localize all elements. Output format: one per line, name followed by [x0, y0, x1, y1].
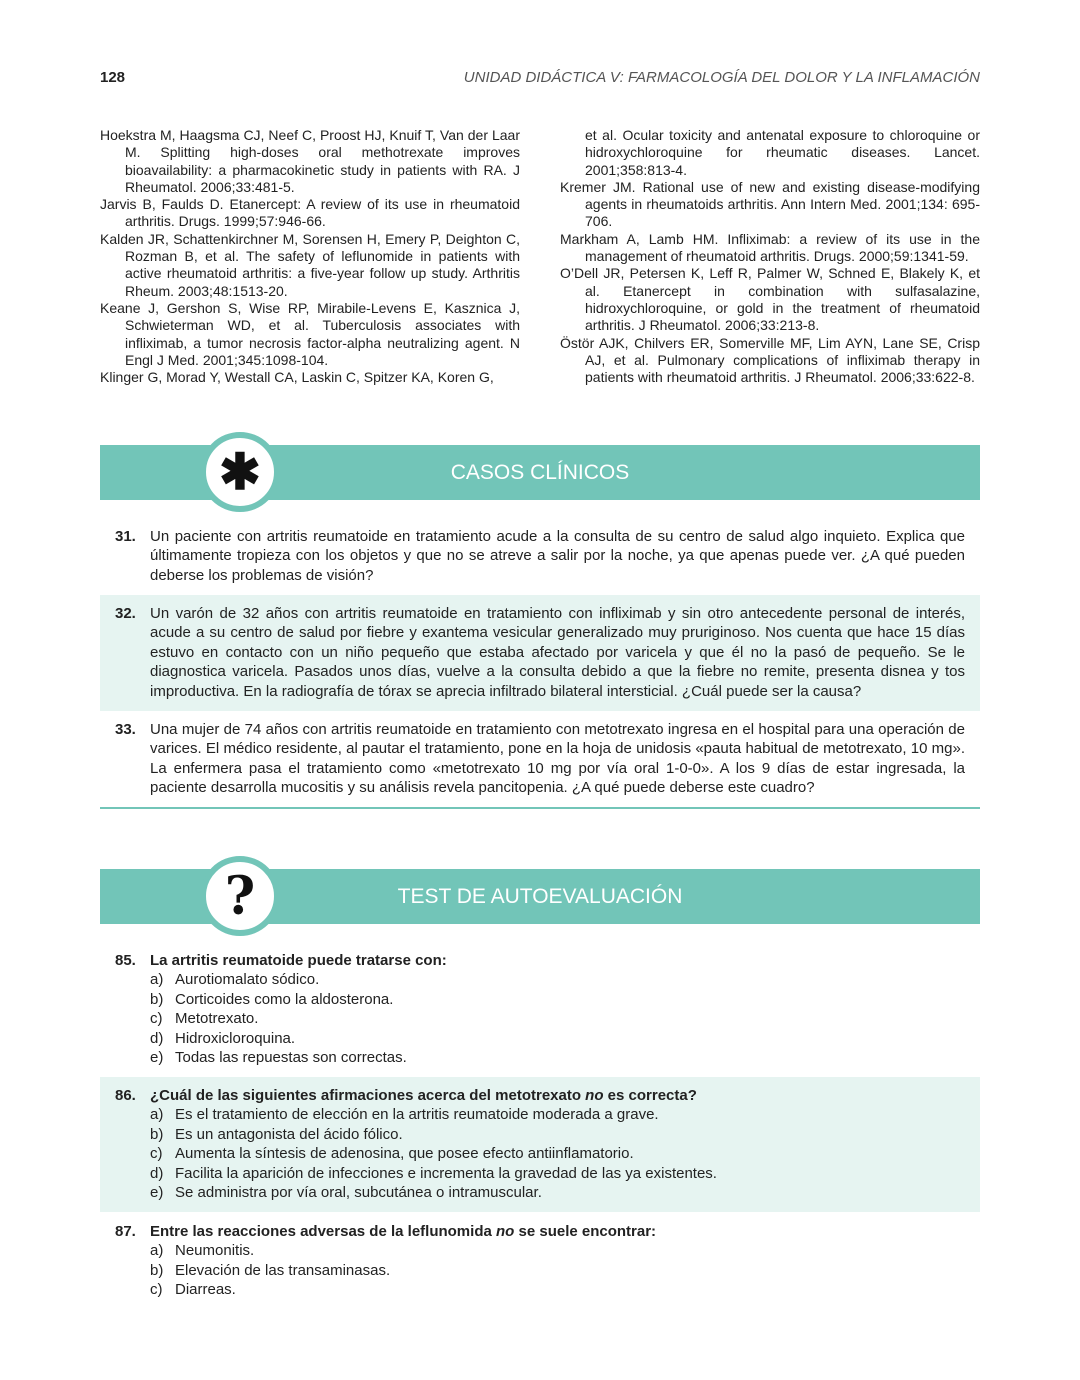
reference: Klinger G, Morad Y, Westall CA, Laskin C, Spitzer KA, Koren G,: [100, 369, 494, 386]
question-text-part: ¿Cuál de las siguientes afirmaciones acerca del metotrexato: [150, 1087, 586, 1104]
answer-option[interactable]: [150, 1261, 965, 1280]
answer-option[interactable]: [150, 1125, 965, 1144]
option-letter: d): [150, 1164, 164, 1182]
option-text: Facilita la aparición de infecciones e incrementa la gravedad de las ya existentes.: [175, 1164, 717, 1182]
answer-option[interactable]: [150, 1009, 965, 1028]
answer-option[interactable]: [150, 990, 965, 1009]
option-text: Aurotiomalato sódico.: [175, 971, 320, 989]
option-text: Aumenta la síntesis de adenosina, que posee efecto antiinflamatorio.: [175, 1145, 634, 1163]
question-text-emphasis: no: [496, 1223, 515, 1240]
option-text: Corticoides como la aldosterona.: [175, 990, 394, 1008]
test-question: [100, 951, 980, 1067]
reference: Hoekstra M, Haagsma CJ, Neef C, Proost HJ, Knuif T, Van der Laar M. Splitting high-doses oral methotrexate improves bioavailability: a pharmacokinetic study in patients with RA. J Rheumatol. 2006;33:481-5.: [100, 127, 520, 195]
reference: Keane J, Gershon S, Wise RP, Mirabile-Levens E, Kasznica J, Schwieterman WD, et al. Tuberculosis associates with infliximab, a tumor necrosis factor-alpha neutralizing agent. N Engl J Med. 2001;345:1098-104.: [100, 299, 520, 368]
case-number: 31.: [115, 528, 136, 545]
case-item: [100, 595, 980, 711]
self-test-banner: [100, 865, 980, 927]
option-letter: a): [150, 1106, 164, 1124]
running-title: UNIDAD DIDÁCTICA V: FARMACOLOGÍA DEL DOLOR Y LA INFLAMACIÓN: [463, 69, 980, 86]
question-text: [150, 951, 965, 970]
case-text: Un paciente con artritis reumatoide en tratamiento acude a la consulta de su centro de salud algo inquieto. Explica que últimamente tropieza con los objetos y que no se atreve a salir por la noche, ya que apenas puede ver. ¿A qué pueden deberse los problemas de visión?: [150, 528, 965, 584]
question-text: [150, 1086, 965, 1105]
option-text: Se administra por vía oral, subcutánea o intramuscular.: [175, 1184, 542, 1202]
reference-continuation: et al. Ocular toxicity and antenatal exposure to chloroquine or hidroxychloroquine for rheumatic diseases. Lancet. 2001;358:813-4.: [585, 127, 980, 178]
option-text: Metotrexato.: [175, 1010, 259, 1028]
reference: Markham A, Lamb HM. Infliximab: a review of its use in the management of rheumatoid arthritis. Drugs. 2000;59:1341-59.: [560, 230, 980, 265]
option-letter: c): [150, 1145, 163, 1163]
option-letter: b): [150, 990, 164, 1008]
option-letter: d): [150, 1029, 164, 1047]
question-number: 85.: [115, 952, 136, 969]
references-right-column: [560, 127, 980, 386]
option-letter: b): [150, 1261, 164, 1279]
answer-option[interactable]: [150, 1144, 965, 1163]
reference: Östör AJK, Chilvers ER, Somerville MF, Lim AYN, Lane SE, Crisp AJ, et al. Pulmonary complications of infliximab therapy in patients with rheumatoid arthritis. J Rheumatol. 2006;33:622-8.: [560, 334, 980, 386]
question-number: 87.: [115, 1223, 136, 1240]
question-text: [150, 1222, 965, 1241]
section-title: CASOS CLÍNICOS: [450, 461, 630, 484]
case-item: [100, 720, 980, 798]
page-number: 128: [100, 69, 126, 86]
question-text-part: La artritis reumatoide puede tratarse con:: [150, 952, 447, 969]
asterisk-icon: ✱: [200, 432, 280, 512]
option-letter: b): [150, 1125, 164, 1143]
option-text: Diarreas.: [175, 1281, 236, 1299]
option-text: Neumonitis.: [175, 1242, 255, 1260]
answer-option[interactable]: [150, 1048, 965, 1067]
option-letter: e): [150, 1184, 164, 1202]
case-text: Una mujer de 74 años con artritis reumatoide en tratamiento con metotrexato ingresa en el hospital para una operación de varices. El médico residente, al pautar el tratamiento, pone en la hoja de unidosis «pauta habitual de metotrexato, 10 mg». La enfermera pasa el tratamiento como «metotrexato 10 mg por vía oral 1-0-0». A los 9 días de estar ingresada, la paciente desarrolla mucositis y su análisis revela pancitopenia. ¿A qué puede deberse este cuadro?: [150, 721, 965, 797]
answer-option[interactable]: [150, 1164, 965, 1183]
option-letter: c): [150, 1281, 163, 1299]
option-letter: e): [150, 1049, 164, 1067]
references-left-column: [100, 127, 520, 386]
clinical-cases-banner: [100, 445, 980, 500]
option-letter: c): [150, 1010, 163, 1028]
reference: Kremer JM. Rational use of new and existing disease-modifying agents in rheumatoids arthritis. Ann Intern Med. 2001;134: 695-706.: [560, 178, 980, 230]
question-number: 86.: [115, 1087, 136, 1104]
test-question: [100, 1077, 980, 1212]
reference: Jarvis B, Faulds D. Etanercept: A review of its use in rheumatoid arthritis. Drugs. 1999;57:946-66.: [100, 196, 520, 230]
answer-option[interactable]: [150, 1241, 965, 1260]
question-text-part: es correcta?: [603, 1087, 697, 1104]
test-question: [100, 1222, 980, 1300]
answer-option[interactable]: [150, 1280, 965, 1299]
option-text: Es el tratamiento de elección en la artritis reumatoide moderada a grave.: [175, 1106, 659, 1124]
case-number: 32.: [115, 605, 136, 622]
reference: O’Dell JR, Petersen K, Leff R, Palmer W, Schned E, Blakely K, et al. Etanercept in combination with sulfasalazine, hidroxychloroquine, or gold in the treatment of rheumatoid arthritis. J Rheumatol. 2006;33:213-8.: [560, 265, 980, 334]
option-text: Es un antagonista del ácido fólico.: [175, 1125, 403, 1143]
option-letter: a): [150, 1242, 164, 1260]
option-letter: a): [150, 971, 164, 989]
question-icon: ?: [200, 856, 280, 936]
section-title: TEST DE AUTOEVALUACIÓN: [397, 885, 683, 908]
section-divider: [100, 807, 980, 809]
answer-option[interactable]: [150, 1105, 965, 1124]
case-number: 33.: [115, 721, 136, 738]
question-text-part: se suele encontrar:: [514, 1223, 657, 1240]
question-text-part: Entre las reacciones adversas de la leflunomida: [150, 1223, 496, 1240]
option-text: Todas las repuestas son correctas.: [175, 1049, 407, 1067]
case-text: Un varón de 32 años con artritis reumatoide en tratamiento con infliximab y sin otro antecedente personal de interés, acude a su centro de salud por fiebre y exantema vesicular generalizado muy pruriginoso. Nos cuenta que hace 15 días estuvo en contacto con un niño pequeño que estaba afectado por varicela y que él no la pasó de pequeño. Se le diagnostica varicela. Pasados unos días, vuelve a la consulta debido a que la fiebre no remite, presenta disnea y tos improductiva. En la radiografía de tórax se aprecia infiltrado bilateral intersticial. ¿Cuál puede ser la causa?: [150, 605, 965, 700]
answer-option[interactable]: [150, 1029, 965, 1048]
reference: Kalden JR, Schattenkirchner M, Sorensen H, Emery P, Deighton C, Rozman B, et al. The safety of leflunomide in patients with active rheumatoid arthritis: a five-year follow up study. Arthritis Rheum. 2003;48:1513-20.: [100, 230, 520, 299]
case-item: [100, 527, 980, 585]
question-text-emphasis: no: [585, 1087, 604, 1104]
answer-option[interactable]: [150, 970, 965, 989]
answer-option[interactable]: [150, 1183, 965, 1202]
option-text: Hidroxicloroquina.: [175, 1029, 296, 1047]
option-text: Elevación de las transaminasas.: [175, 1261, 391, 1279]
